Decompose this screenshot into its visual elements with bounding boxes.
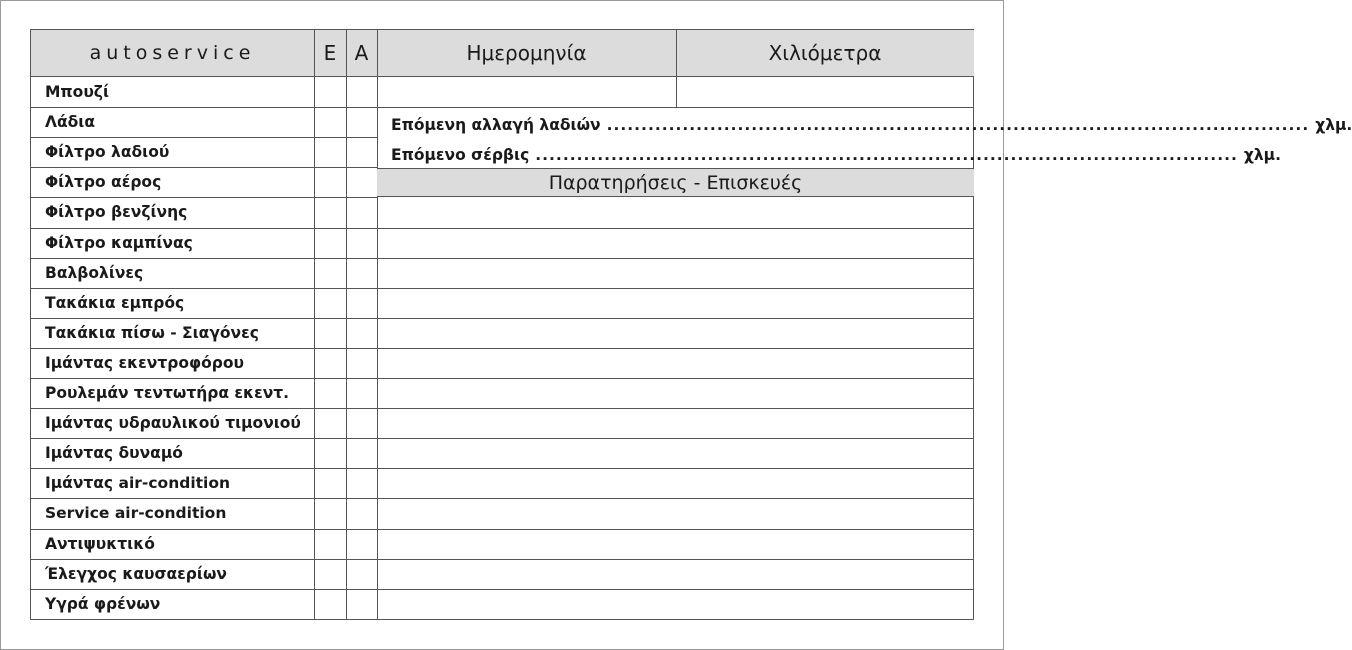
check-cell-a[interactable] bbox=[347, 589, 377, 619]
check-cell-e[interactable] bbox=[315, 197, 346, 227]
check-cell-a[interactable] bbox=[347, 468, 377, 498]
check-cell-a[interactable] bbox=[347, 258, 377, 288]
check-cell-a[interactable] bbox=[347, 167, 377, 197]
header-autoservice: autoservice bbox=[31, 30, 314, 77]
check-cell-a[interactable] bbox=[347, 348, 377, 378]
check-cell-e[interactable] bbox=[315, 228, 346, 258]
checklist-item-label: Ρουλεμάν τεντωτήρα εκεντ. bbox=[45, 384, 290, 402]
check-cell-a[interactable] bbox=[347, 107, 377, 137]
check-cell-e[interactable] bbox=[315, 498, 346, 528]
check-cell-e[interactable] bbox=[315, 529, 346, 559]
checklist-item-label: Φίλτρο αέρος bbox=[45, 173, 162, 192]
km-field[interactable] bbox=[677, 78, 973, 107]
next-oil-change-line bbox=[391, 116, 1352, 134]
next-service-unit: χλμ. bbox=[1243, 146, 1281, 164]
checklist-item-label: Αντιψυκτικό bbox=[45, 534, 155, 553]
next-oil-change-label: Επόμενη αλλαγή λαδιών bbox=[391, 116, 601, 134]
remarks-line[interactable] bbox=[378, 470, 973, 497]
checklist-item-label: Ιμάντας υδραυλικού τιμονιού bbox=[45, 414, 301, 433]
check-cell-e[interactable] bbox=[315, 288, 346, 318]
check-cell-e[interactable] bbox=[315, 438, 346, 468]
row-divider bbox=[31, 107, 974, 108]
remarks-line[interactable] bbox=[378, 199, 973, 226]
checklist-item-label: Ιμάντας εκεντροφόρου bbox=[45, 353, 244, 372]
remarks-line[interactable] bbox=[378, 290, 973, 317]
check-cell-e[interactable] bbox=[315, 378, 346, 408]
header-a: A bbox=[346, 30, 377, 77]
checklist-item-label: Μπουζί bbox=[45, 83, 109, 101]
check-cell-a[interactable] bbox=[347, 378, 377, 408]
row-divider bbox=[31, 378, 974, 379]
check-cell-a[interactable] bbox=[347, 318, 377, 348]
remarks-line[interactable] bbox=[378, 500, 973, 527]
checklist-item-label: Λάδια bbox=[45, 113, 95, 132]
checklist-item-label: Φίλτρο καμπίνας bbox=[45, 233, 193, 252]
check-cell-a[interactable] bbox=[347, 559, 377, 589]
header-e: E bbox=[314, 30, 346, 77]
check-cell-a[interactable] bbox=[347, 77, 377, 107]
check-cell-a[interactable] bbox=[347, 529, 377, 559]
check-cell-a[interactable] bbox=[347, 288, 377, 318]
checklist-item-label: Ιμάντας air-condition bbox=[45, 474, 231, 493]
next-oil-change-field[interactable]: ...................................................................................................... bbox=[606, 116, 1310, 134]
remarks-line[interactable] bbox=[378, 440, 973, 467]
remarks-line[interactable] bbox=[378, 591, 973, 618]
check-cell-a[interactable] bbox=[347, 408, 377, 438]
check-cell-e[interactable] bbox=[315, 137, 346, 167]
row-divider bbox=[31, 167, 377, 168]
check-cell-a[interactable] bbox=[347, 498, 377, 528]
check-cell-a[interactable] bbox=[347, 228, 377, 258]
checklist-item-label: Φίλτρο λαδιού bbox=[45, 143, 170, 162]
row-divider bbox=[31, 438, 974, 439]
checklist-item-label: Φίλτρο βενζίνης bbox=[45, 203, 188, 222]
header-date: Ημερομηνία bbox=[377, 30, 676, 77]
header-km: Χιλιόμετρα bbox=[676, 30, 974, 77]
next-service-label: Επόμενο σέρβις bbox=[391, 146, 530, 164]
next-service-line bbox=[391, 146, 1281, 164]
row-divider bbox=[31, 408, 974, 409]
date-field[interactable] bbox=[378, 78, 675, 107]
row-divider bbox=[31, 197, 377, 198]
check-cell-e[interactable] bbox=[315, 589, 346, 619]
check-cell-e[interactable] bbox=[315, 468, 346, 498]
check-cell-e[interactable] bbox=[315, 107, 346, 137]
check-cell-e[interactable] bbox=[315, 348, 346, 378]
check-cell-e[interactable] bbox=[315, 408, 346, 438]
check-cell-e[interactable] bbox=[315, 559, 346, 589]
checklist-item-label: Έλεγχος καυσαερίων bbox=[45, 564, 227, 583]
checklist-item-label: Τακάκια πίσω - Σιαγόνες bbox=[45, 323, 259, 342]
remarks-line[interactable] bbox=[378, 350, 973, 377]
remarks-line[interactable] bbox=[378, 320, 973, 347]
checklist-item-label: Ιμάντας δυναμό bbox=[45, 444, 183, 463]
row-divider bbox=[31, 498, 974, 499]
remarks-line[interactable] bbox=[378, 230, 973, 257]
checklist-item-label: Τακάκια εμπρός bbox=[45, 293, 185, 312]
check-cell-a[interactable] bbox=[347, 438, 377, 468]
check-cell-e[interactable] bbox=[315, 258, 346, 288]
row-divider bbox=[31, 468, 974, 469]
remarks-line[interactable] bbox=[378, 531, 973, 558]
remarks-line[interactable] bbox=[378, 410, 973, 437]
check-cell-e[interactable] bbox=[315, 77, 346, 107]
check-cell-e[interactable] bbox=[315, 318, 346, 348]
checklist-item-label: Service air-condition bbox=[45, 504, 227, 523]
remarks-line[interactable] bbox=[378, 260, 973, 287]
checklist-item-label: Βαλβολίνες bbox=[45, 263, 144, 282]
check-cell-a[interactable] bbox=[347, 137, 377, 167]
check-cell-a[interactable] bbox=[347, 197, 377, 227]
service-record-table bbox=[30, 29, 1352, 620]
check-cell-e[interactable] bbox=[315, 167, 346, 197]
row-divider bbox=[31, 348, 974, 349]
remarks-header: Παρατηρήσεις - Επισκευές bbox=[377, 168, 974, 197]
row-divider bbox=[31, 137, 377, 138]
next-oil-change-unit: χλμ. bbox=[1315, 116, 1352, 134]
remarks-line[interactable] bbox=[378, 380, 973, 407]
checklist-item-label: Υγρά φρένων bbox=[45, 594, 161, 613]
remarks-line[interactable] bbox=[378, 561, 973, 588]
next-service-field[interactable]: ...................................................................................................... bbox=[535, 146, 1238, 164]
